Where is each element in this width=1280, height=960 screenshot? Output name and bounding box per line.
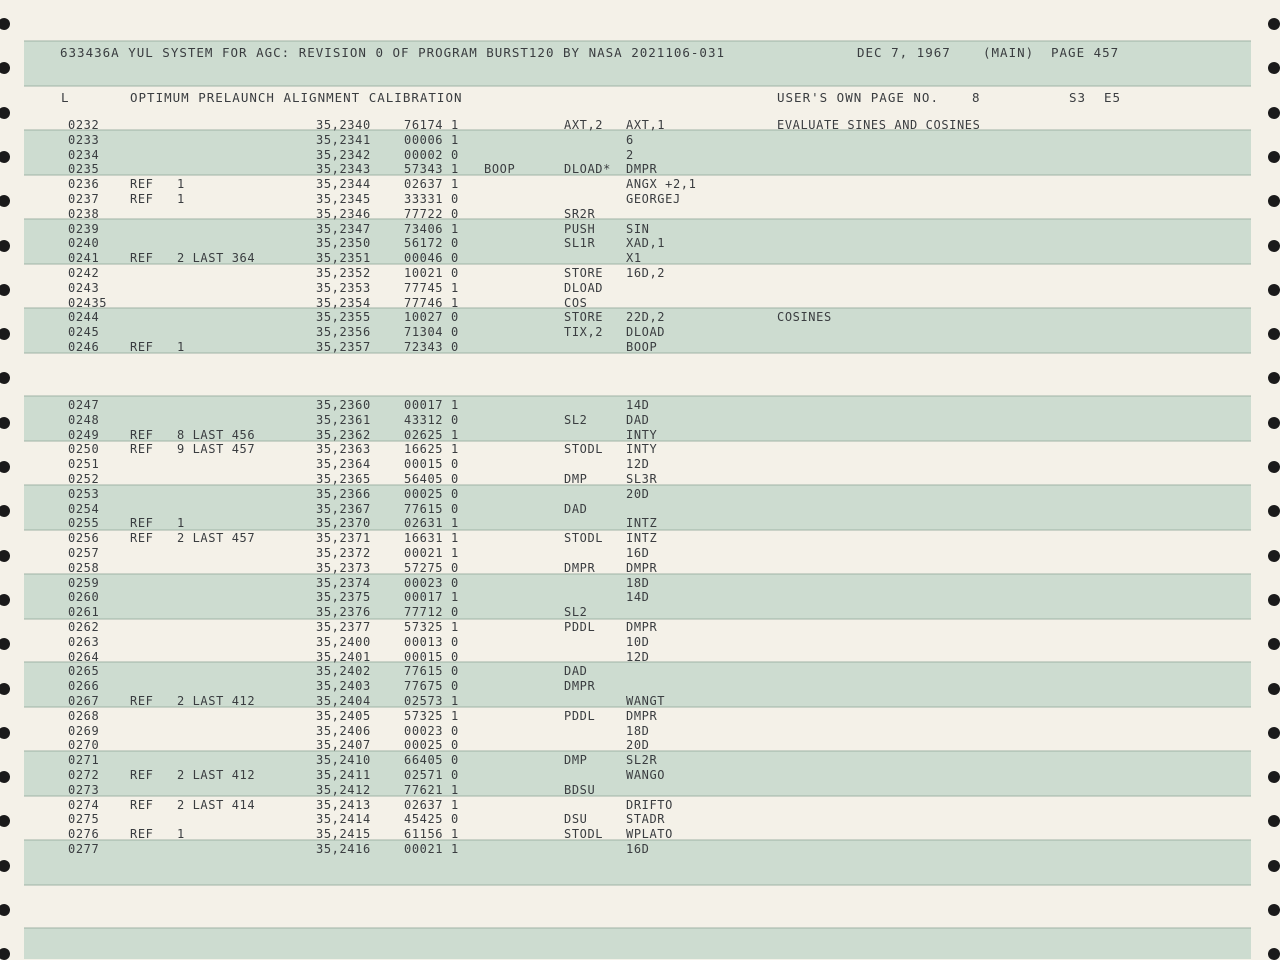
address: 35,2402 <box>316 664 371 679</box>
feed-hole-icon <box>0 505 10 517</box>
line-number: 0243 <box>68 280 100 295</box>
opcode: PUSH <box>564 221 596 236</box>
address: 35,2347 <box>316 221 371 236</box>
feed-hole-icon <box>0 594 10 606</box>
feed-hole-icon <box>1268 461 1280 473</box>
feed-hole-icon <box>0 771 10 783</box>
opcode: PDDL <box>564 620 596 634</box>
opcode: DMPR <box>564 560 596 575</box>
address: 35,2404 <box>316 694 371 708</box>
line-number: 0233 <box>68 132 100 147</box>
line-number: 0244 <box>68 310 100 325</box>
address: 35,2361 <box>316 412 371 427</box>
ref-info: REF 9 LAST 457 <box>130 442 256 457</box>
line-number: 0237 <box>68 192 100 206</box>
operand: 12D <box>626 649 650 664</box>
line-number: 0246 <box>68 340 100 354</box>
address: 35,2401 <box>316 649 371 664</box>
feed-hole-icon <box>0 284 10 296</box>
feed-hole-icon <box>0 417 10 429</box>
octal-word: 02637 1 <box>404 797 459 812</box>
feed-hole-icon <box>0 860 10 872</box>
octal-word: 00025 0 <box>404 486 459 501</box>
operand: X1 <box>626 251 642 266</box>
octal-word: 00025 0 <box>404 738 459 753</box>
feed-hole-icon <box>1268 240 1280 252</box>
address: 35,2341 <box>316 132 371 147</box>
octal-word: 76174 1 <box>404 118 459 132</box>
operand: 6 <box>626 132 634 147</box>
octal-word: 57325 1 <box>404 708 459 723</box>
opcode: DMP <box>564 753 588 768</box>
operand: SL3R <box>626 472 658 486</box>
address: 35,2407 <box>316 738 371 753</box>
octal-word: 45425 0 <box>404 812 459 827</box>
line-number: 0253 <box>68 486 100 501</box>
octal-word: 57275 0 <box>404 560 459 575</box>
opcode: STORE <box>564 310 604 325</box>
feed-hole-icon <box>0 638 10 650</box>
octal-word: 00013 0 <box>404 634 459 649</box>
ref-info: REF 1 <box>130 516 185 531</box>
ref-info: REF 2 LAST 412 <box>130 694 256 708</box>
feed-hole-icon <box>1268 151 1280 163</box>
feed-hole-icon <box>1268 727 1280 739</box>
octal-word: 02573 1 <box>404 694 459 708</box>
address: 35,2403 <box>316 679 371 694</box>
line-number: 0239 <box>68 221 100 236</box>
octal-word: 02625 1 <box>404 427 459 442</box>
users-page-number: 8 <box>972 90 981 105</box>
address: 35,2351 <box>316 251 371 266</box>
address: 35,2342 <box>316 147 371 162</box>
header-date: DEC 7, 1967 <box>857 45 951 60</box>
operand: BOOP <box>626 340 658 354</box>
opcode: AXT,2 <box>564 118 604 132</box>
octal-word: 61156 1 <box>404 827 459 842</box>
feed-hole-icon <box>0 904 10 916</box>
opcode: DAD <box>564 664 588 679</box>
address: 35,2367 <box>316 501 371 516</box>
feed-hole-icon <box>1268 417 1280 429</box>
octal-word: 77615 0 <box>404 664 459 679</box>
feed-hole-icon <box>0 151 10 163</box>
address: 35,2357 <box>316 340 371 354</box>
operand: DMPR <box>626 708 658 723</box>
octal-word: 56405 0 <box>404 472 459 486</box>
address: 35,2370 <box>316 516 371 531</box>
opcode: SR2R <box>564 206 596 221</box>
feed-hole-icon <box>0 372 10 384</box>
opcode: DMPR <box>564 679 596 694</box>
address: 35,2343 <box>316 162 371 177</box>
feed-hole-icon <box>1268 550 1280 562</box>
opcode: SL1R <box>564 236 596 251</box>
line-number: 0272 <box>68 768 100 782</box>
octal-word: 00023 0 <box>404 723 459 738</box>
octal-word: 00002 0 <box>404 147 459 162</box>
address: 35,2354 <box>316 295 371 310</box>
line-number: 0271 <box>68 753 100 768</box>
line-number: 0263 <box>68 634 100 649</box>
address: 35,2406 <box>316 723 371 738</box>
feed-hole-icon <box>1268 771 1280 783</box>
line-number: 0277 <box>68 842 100 856</box>
opcode: STODL <box>564 531 604 546</box>
address: 35,2366 <box>316 486 371 501</box>
line-number: 0267 <box>68 694 100 708</box>
operand: WPLATO <box>626 827 673 842</box>
line-number: 0238 <box>68 206 100 221</box>
operand: DMPR <box>626 620 658 634</box>
opcode: TIX,2 <box>564 325 604 340</box>
line-number: 0242 <box>68 266 100 280</box>
address: 35,2410 <box>316 753 371 768</box>
line-number: 0266 <box>68 679 100 694</box>
operand: 16D <box>626 842 650 856</box>
octal-word: 00006 1 <box>404 132 459 147</box>
octal-word: 57343 1 <box>404 162 459 177</box>
address: 35,2346 <box>316 206 371 221</box>
octal-word: 57325 1 <box>404 620 459 634</box>
line-number: 02435 <box>68 295 108 310</box>
address: 35,2363 <box>316 442 371 457</box>
line-number: 0257 <box>68 546 100 560</box>
address: 35,2356 <box>316 325 371 340</box>
address: 35,2411 <box>316 768 371 782</box>
octal-word: 00021 1 <box>404 546 459 560</box>
operand: WANGO <box>626 768 666 782</box>
operand: INTZ <box>626 531 658 546</box>
feed-hole-icon <box>0 727 10 739</box>
line-number: 0256 <box>68 531 100 546</box>
octal-word: 10027 0 <box>404 310 459 325</box>
operand: 20D <box>626 486 650 501</box>
octal-word: 02637 1 <box>404 177 459 192</box>
octal-word: 33331 0 <box>404 192 459 206</box>
opcode: PDDL <box>564 708 596 723</box>
comment: EVALUATE SINES AND COSINES <box>777 118 981 132</box>
line-number: 0269 <box>68 723 100 738</box>
ref-info: REF 2 LAST 364 <box>130 251 256 266</box>
line-number: 0260 <box>68 590 100 605</box>
address: 35,2365 <box>316 472 371 486</box>
address: 35,2340 <box>316 118 371 132</box>
octal-word: 77621 1 <box>404 782 459 797</box>
octal-word: 43312 0 <box>404 412 459 427</box>
address: 35,2355 <box>316 310 371 325</box>
line-number: 0275 <box>68 812 100 827</box>
line-number: 0236 <box>68 177 100 192</box>
operand: DLOAD <box>626 325 666 340</box>
address: 35,2371 <box>316 531 371 546</box>
line-number: 0245 <box>68 325 100 340</box>
header-section: (MAIN) <box>983 45 1035 60</box>
feed-hole-icon <box>1268 904 1280 916</box>
octal-word: 00023 0 <box>404 575 459 590</box>
feed-hole-icon <box>1268 948 1280 960</box>
address: 35,2362 <box>316 427 371 442</box>
feed-hole-icon <box>1268 815 1280 827</box>
address: 35,2405 <box>316 708 371 723</box>
operand: ANGX +2,1 <box>626 177 697 192</box>
ref-info: REF 1 <box>130 192 185 206</box>
operand: 2 <box>626 147 634 162</box>
line-number: 0232 <box>68 118 100 132</box>
octal-word: 73406 1 <box>404 221 459 236</box>
octal-word: 00017 1 <box>404 590 459 605</box>
address: 35,2344 <box>316 177 371 192</box>
line-number: 0255 <box>68 516 100 531</box>
address: 35,2400 <box>316 634 371 649</box>
operand: SIN <box>626 221 650 236</box>
address: 35,2345 <box>316 192 371 206</box>
address: 35,2414 <box>316 812 371 827</box>
opcode: SL2 <box>564 605 588 620</box>
opcode: BDSU <box>564 782 596 797</box>
line-number: 0247 <box>68 398 100 412</box>
operand: DMPR <box>626 162 658 177</box>
users-page-label: USER'S OWN PAGE NO. <box>777 90 939 105</box>
octal-word: 00015 0 <box>404 649 459 664</box>
section-code-3: E5 <box>1104 90 1122 105</box>
line-number: 0261 <box>68 605 100 620</box>
address: 35,2373 <box>316 560 371 575</box>
header-page: PAGE 457 <box>1051 45 1120 60</box>
ref-info: REF 1 <box>130 827 185 842</box>
opcode: DLOAD* <box>564 162 611 177</box>
header-title: 633436A YUL SYSTEM FOR AGC: REVISION 0 OF PROGRAM BURST120 BY NASA 2021106-031 <box>60 45 725 60</box>
tractor-holes-left <box>0 0 24 959</box>
section-code: L <box>61 90 70 105</box>
octal-word: 66405 0 <box>404 753 459 768</box>
feed-hole-icon <box>0 683 10 695</box>
operand: XAD,1 <box>626 236 666 251</box>
ref-info: REF 2 LAST 412 <box>130 768 256 782</box>
feed-hole-icon <box>1268 594 1280 606</box>
ref-info: REF 2 LAST 414 <box>130 797 256 812</box>
address: 35,2413 <box>316 797 371 812</box>
operand: 20D <box>626 738 650 753</box>
feed-hole-icon <box>1268 638 1280 650</box>
feed-hole-icon <box>0 107 10 119</box>
section-heading: OPTIMUM PRELAUNCH ALIGNMENT CALIBRATION <box>130 90 463 105</box>
operand: 16D,2 <box>626 266 666 280</box>
operand: GEORGEJ <box>626 192 681 206</box>
operand: 12D <box>626 457 650 472</box>
octal-word: 00017 1 <box>404 398 459 412</box>
address: 35,2350 <box>316 236 371 251</box>
octal-word: 10021 0 <box>404 266 459 280</box>
address: 35,2377 <box>316 620 371 634</box>
comment: COSINES <box>777 310 832 325</box>
octal-word: 72343 0 <box>404 340 459 354</box>
feed-hole-icon <box>1268 195 1280 207</box>
operand: 14D <box>626 398 650 412</box>
address: 35,2353 <box>316 280 371 295</box>
operand: DMPR <box>626 560 658 575</box>
feed-hole-icon <box>1268 328 1280 340</box>
octal-word: 77712 0 <box>404 605 459 620</box>
octal-word: 02571 0 <box>404 768 459 782</box>
line-number: 0240 <box>68 236 100 251</box>
feed-hole-icon <box>1268 683 1280 695</box>
feed-hole-icon <box>0 815 10 827</box>
section-code-2: S3 <box>1069 90 1087 105</box>
line-number: 0276 <box>68 827 100 842</box>
line-number: 0258 <box>68 560 100 575</box>
line-number: 0234 <box>68 147 100 162</box>
octal-word: 16625 1 <box>404 442 459 457</box>
feed-hole-icon <box>0 62 10 74</box>
operand: INTY <box>626 442 658 457</box>
opcode: DAD <box>564 501 588 516</box>
address: 35,2412 <box>316 782 371 797</box>
feed-hole-icon <box>1268 62 1280 74</box>
line-number: 0248 <box>68 412 100 427</box>
operand: 16D <box>626 546 650 560</box>
line-number: 0262 <box>68 620 100 634</box>
line-number: 0251 <box>68 457 100 472</box>
feed-hole-icon <box>1268 107 1280 119</box>
octal-word: 00015 0 <box>404 457 459 472</box>
octal-word: 00021 1 <box>404 842 459 856</box>
address: 35,2360 <box>316 398 371 412</box>
operand: INTY <box>626 427 658 442</box>
line-number: 0235 <box>68 162 100 177</box>
operand: 10D <box>626 634 650 649</box>
feed-hole-icon <box>1268 505 1280 517</box>
octal-word: 02631 1 <box>404 516 459 531</box>
line-number: 0265 <box>68 664 100 679</box>
operand: AXT,1 <box>626 118 666 132</box>
operand: 22D,2 <box>626 310 666 325</box>
feed-hole-icon <box>0 461 10 473</box>
ref-info: REF 2 LAST 457 <box>130 531 256 546</box>
opcode: DSU <box>564 812 588 827</box>
line-number: 0250 <box>68 442 100 457</box>
octal-word: 77722 0 <box>404 206 459 221</box>
octal-word: 77675 0 <box>404 679 459 694</box>
address: 35,2364 <box>316 457 371 472</box>
line-number: 0249 <box>68 427 100 442</box>
feed-hole-icon <box>1268 372 1280 384</box>
opcode: STODL <box>564 442 604 457</box>
line-number: 0254 <box>68 501 100 516</box>
address: 35,2375 <box>316 590 371 605</box>
octal-word: 71304 0 <box>404 325 459 340</box>
feed-hole-icon <box>1268 284 1280 296</box>
operand: DRIFTO <box>626 797 673 812</box>
ref-info: REF 1 <box>130 177 185 192</box>
line-number: 0252 <box>68 472 100 486</box>
feed-hole-icon <box>1268 18 1280 30</box>
operand: 14D <box>626 590 650 605</box>
line-number: 0273 <box>68 782 100 797</box>
tractor-holes-right <box>1256 0 1280 959</box>
octal-word: 56172 0 <box>404 236 459 251</box>
line-number: 0241 <box>68 251 100 266</box>
opcode: COS <box>564 295 588 310</box>
operand: 18D <box>626 575 650 590</box>
green-band <box>24 928 1251 959</box>
operand: DAD <box>626 412 650 427</box>
line-number: 0270 <box>68 738 100 753</box>
feed-hole-icon <box>0 948 10 960</box>
operand: STADR <box>626 812 666 827</box>
address: 35,2374 <box>316 575 371 590</box>
line-number: 0274 <box>68 797 100 812</box>
octal-word: 16631 1 <box>404 531 459 546</box>
ref-info: REF 8 LAST 456 <box>130 427 256 442</box>
operand: SL2R <box>626 753 658 768</box>
address: 35,2415 <box>316 827 371 842</box>
opcode: DLOAD <box>564 280 604 295</box>
opcode: STORE <box>564 266 604 280</box>
feed-hole-icon <box>0 195 10 207</box>
feed-hole-icon <box>0 328 10 340</box>
feed-hole-icon <box>0 240 10 252</box>
feed-hole-icon <box>0 550 10 562</box>
line-number: 0264 <box>68 649 100 664</box>
octal-word: 77746 1 <box>404 295 459 310</box>
octal-word: 77615 0 <box>404 501 459 516</box>
address: 35,2416 <box>316 842 371 856</box>
octal-word: 77745 1 <box>404 280 459 295</box>
symbol-label: BOOP <box>484 162 516 177</box>
address: 35,2372 <box>316 546 371 560</box>
opcode: SL2 <box>564 412 588 427</box>
ref-info: REF 1 <box>130 340 185 354</box>
feed-hole-icon <box>0 18 10 30</box>
address: 35,2376 <box>316 605 371 620</box>
line-number: 0268 <box>68 708 100 723</box>
operand: WANGT <box>626 694 666 708</box>
operand: 18D <box>626 723 650 738</box>
octal-word: 00046 0 <box>404 251 459 266</box>
address: 35,2352 <box>316 266 371 280</box>
feed-hole-icon <box>1268 860 1280 872</box>
opcode: STODL <box>564 827 604 842</box>
operand: INTZ <box>626 516 658 531</box>
line-number: 0259 <box>68 575 100 590</box>
opcode: DMP <box>564 472 588 486</box>
